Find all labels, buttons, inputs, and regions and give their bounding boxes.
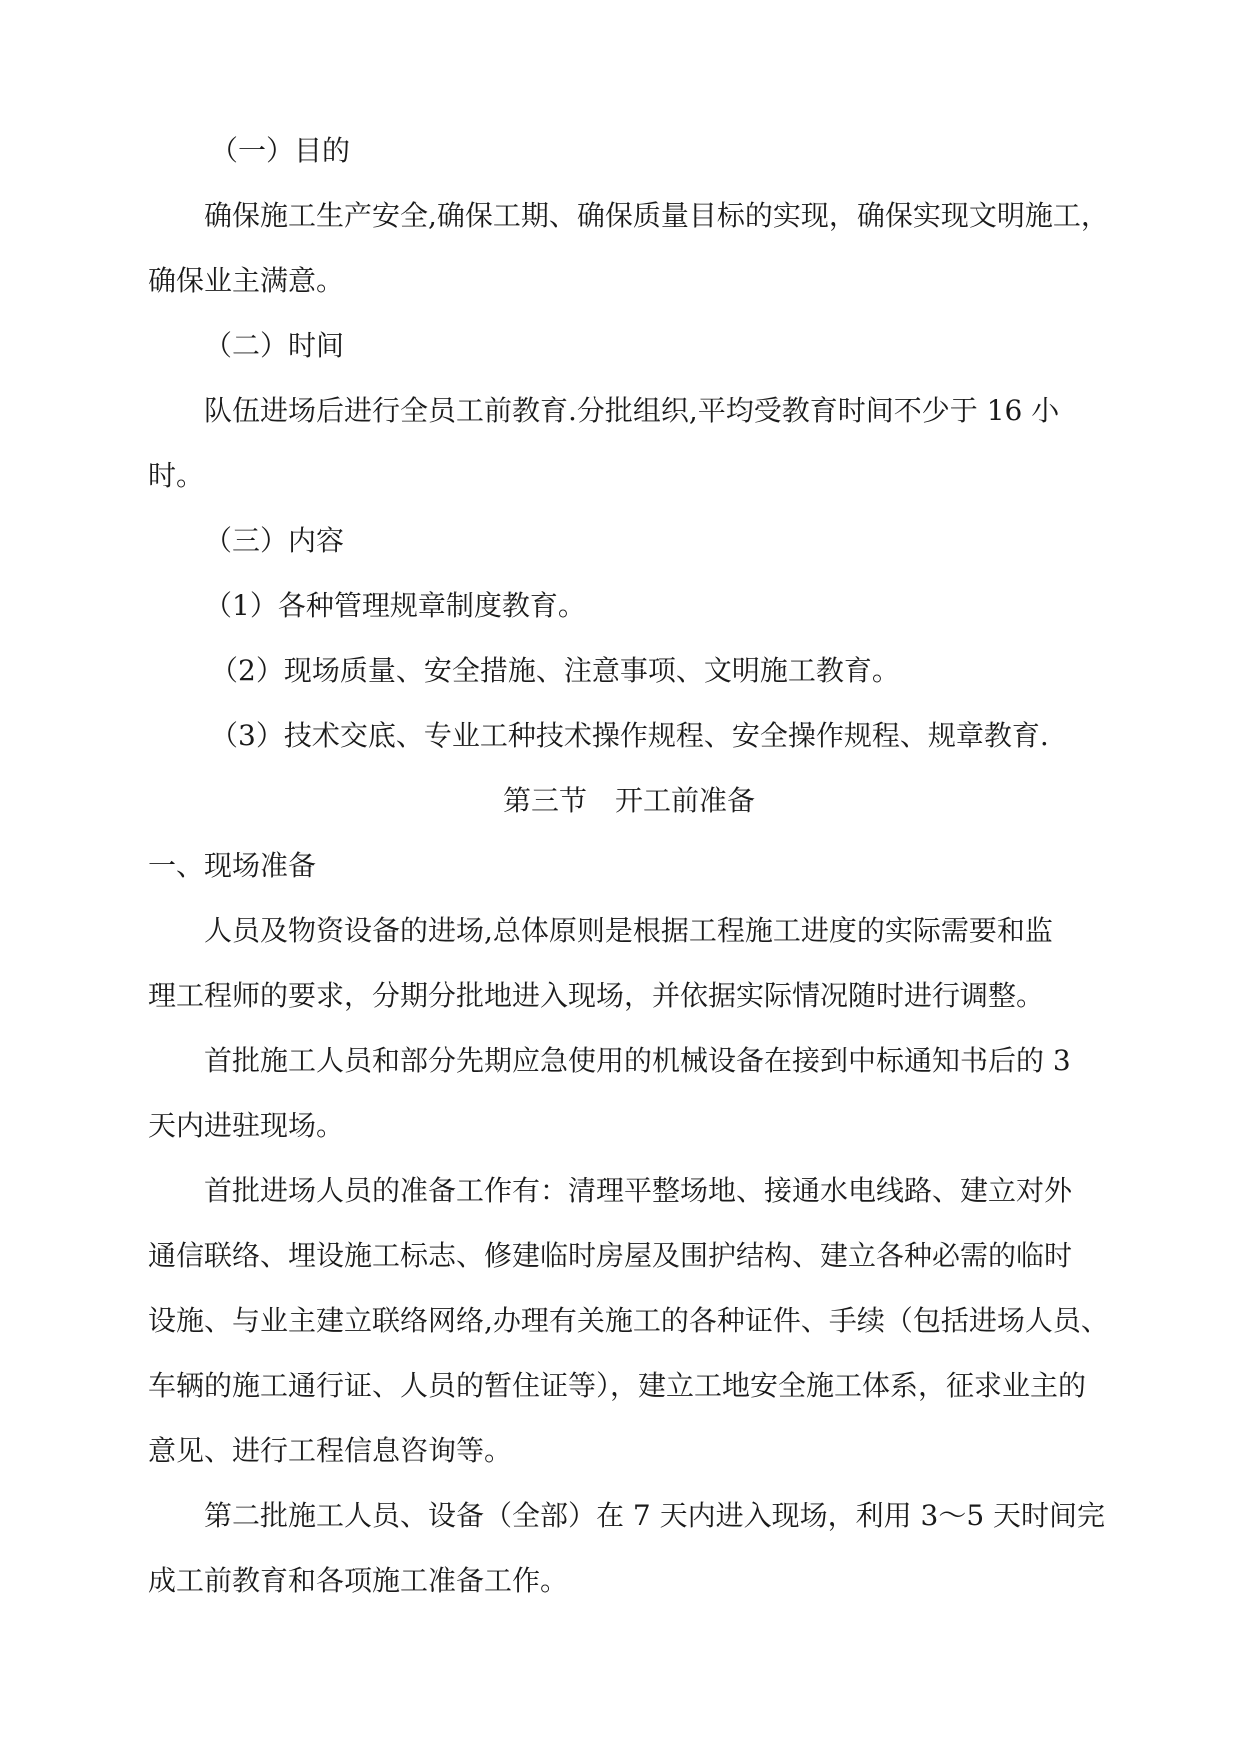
paragraph-2-line-1: 首批施工人员和部分先期应急使用的机械设备在接到中标通知书后的 3: [204, 1044, 1071, 1077]
time-text-line-2: 时。: [148, 459, 205, 492]
paragraph-3-line-1: 首批进场人员的准备工作有：清理平整场地、接通水电线路、建立对外: [204, 1174, 1073, 1207]
paragraph-3-line-4: 车辆的施工通行证、人员的暂住证等），建立工地安全施工体系，征求业主的: [148, 1369, 1087, 1402]
subheading-time: （二）时间: [204, 329, 345, 362]
content-item-1: （1）各种管理规章制度教育。: [204, 589, 586, 622]
time-text-line-1: 队伍进场后进行全员工前教育.分批组织,平均受教育时间不少于 16 小: [204, 394, 1060, 427]
content-item-3: （3）技术交底、专业工种技术操作规程、安全操作规程、规章教育.: [210, 719, 1049, 752]
paragraph-3-line-3: 设施、与业主建立联络网络,办理有关施工的各种证件、手续（包括进场人员、: [148, 1304, 1109, 1337]
subheading-content: （三）内容: [204, 524, 345, 557]
document-page: [148, 118, 1110, 1613]
paragraph-3-line-2: 通信联络、埋设施工标志、修建临时房屋及围护结构、建立各种必需的临时: [148, 1239, 1073, 1272]
paragraph-4-line-2: 成工前教育和各项施工准备工作。: [148, 1564, 569, 1597]
paragraph-3-line-5: 意见、进行工程信息咨询等。: [148, 1434, 513, 1467]
paragraph-4-line-1: 第二批施工人员、设备（全部）在 7 天内进入现场，利用 3～5 天时间完: [204, 1499, 1106, 1532]
subheading-purpose: （一）目的: [210, 134, 351, 167]
paragraph-2-line-2: 天内进驻现场。: [148, 1109, 345, 1142]
purpose-text-line-2: 确保业主满意。: [148, 264, 345, 297]
paragraph-1-line-1: 人员及物资设备的进场,总体原则是根据工程施工进度的实际需要和监: [204, 914, 1053, 947]
purpose-text-line-1: 确保施工生产安全,确保工期、确保质量目标的实现，确保实现文明施工，: [204, 199, 1109, 232]
content-item-2: （2）现场质量、安全措施、注意事项、文明施工教育。: [210, 654, 900, 687]
section-title: 第三节 开工前准备: [502, 784, 755, 817]
paragraph-1-line-2: 理工程师的要求，分期分批地进入现场，并依据实际情况随时进行调整。: [148, 979, 1045, 1012]
heading-site-preparation: 一、现场准备: [148, 849, 317, 882]
